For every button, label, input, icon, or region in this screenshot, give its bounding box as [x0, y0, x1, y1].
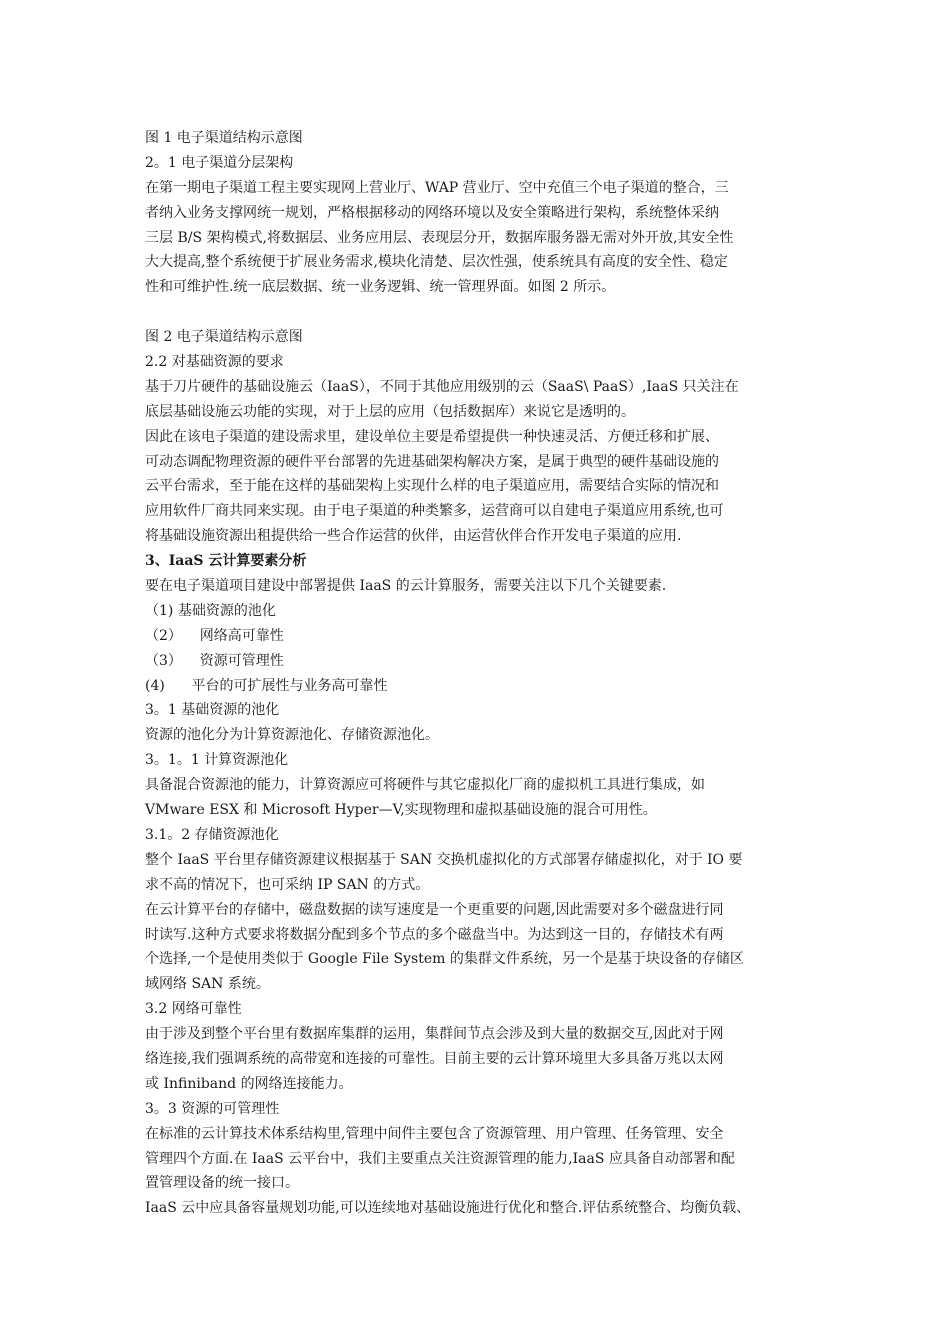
text-line: 底层基础设施云功能的实现，对于上层的应用（包括数据库）来说它是透明的。	[145, 403, 635, 420]
text-line: 求不高的情况下，也可采纳 IP SAN 的方式。	[145, 876, 430, 893]
section-3-1-1-paragraph	[145, 773, 825, 823]
text-line: 域网络 SAN 系统。	[145, 976, 270, 993]
section-3-3-paragraph-2	[145, 1196, 825, 1221]
section-2-2-paragraph-2	[145, 425, 825, 549]
text-line: IaaS 云中应具备容量规划功能,可以连续地对基础设施进行优化和整合.评估系统整合、均衡负载、	[145, 1200, 751, 1217]
text-line: 时读写.这种方式要求将数据分配到多个节点的多个磁盘当中。为达到这一目的，存储技术有两	[145, 926, 724, 943]
section-3-3-paragraph-1	[145, 1122, 825, 1197]
text-line: 在云计算平台的存储中，磁盘数据的读写速度是一个更重要的问题,因此需要对多个磁盘进行同	[145, 901, 724, 918]
text-line: 大大提高,整个系统便于扩展业务需求,模块化清楚、层次性强，使系统具有高度的安全性、稳定	[145, 254, 728, 271]
section-2-1-paragraph	[145, 176, 825, 300]
section-3-2-paragraph	[145, 1022, 825, 1097]
text-line: 基于刀片硬件的基础设施云（IaaS），不同于其他应用级别的云（SaaS\ PaaS）,IaaS 只关注在	[145, 378, 739, 395]
text-line: 在第一期电子渠道工程主要实现网上营业厅、WAP 营业厅、空中充值三个电子渠道的整合，三	[145, 179, 729, 196]
text-line: 三层 B/S 架构模式,将数据层、业务应用层、表现层分开，数据库服务器无需对外开放,其安全性	[145, 229, 734, 246]
section-3-heading: 3、IaaS 云计算要素分析	[145, 553, 307, 570]
section-3-1-heading: 3。1 基础资源的池化	[145, 702, 280, 719]
section-3-intro: 要在电子渠道项目建设中部署提供 IaaS 的云计算服务，需要关注以下几个关键要素.	[145, 578, 667, 595]
text-line: 云平台需求，至于能在这样的基础架构上实现什么样的电子渠道应用，需要结合实际的情况和	[145, 478, 719, 495]
text-line: 个选择,一个是使用类似于 Google File System 的集群文件系统，另一个是基于块设备的存储区	[145, 951, 744, 968]
text-line: VMware ESX 和 Microsoft Hyper—V,实现物理和虚拟基础设施的混合可用性。	[145, 802, 657, 819]
text-line: 管理四个方面.在 IaaS 云平台中，我们主要重点关注资源管理的能力,IaaS 应具备自动部署和配	[145, 1150, 735, 1167]
figure-1-caption: 图 1 电子渠道结构示意图	[145, 130, 303, 146]
section-2-2-heading: 2.2 对基础资源的要求	[145, 354, 284, 371]
spacer	[145, 300, 825, 325]
text-line: 性和可维护性.统一底层数据、统一业务逻辑、统一管理界面。如图 2 所示。	[145, 279, 616, 296]
list-item: （3） 资源可管理性	[145, 652, 284, 669]
section-3-1-2-paragraph-1	[145, 848, 825, 898]
text-line: 或 Infiniband 的网络连接能力。	[145, 1075, 353, 1092]
section-3-1-2-heading: 3.1。2 存储资源池化	[145, 826, 279, 843]
list-item: （2） 网络高可靠性	[145, 627, 284, 644]
text-line: 具备混合资源池的能力，计算资源应可将硬件与其它虚拟化厂商的虚拟机工具进行集成，如	[145, 777, 705, 794]
text-line: 可动态调配物理资源的硬件平台部署的先进基础架构解决方案，是属于典型的硬件基础设施的	[145, 453, 719, 470]
text-line: 将基础设施资源出租提供给一些合作运营的伙伴，由运营伙伴合作开发电子渠道的应用.	[145, 528, 682, 545]
section-3-1-2-paragraph-2	[145, 898, 825, 998]
text-line: 在标准的云计算技术体系结构里,管理中间件主要包含了资源管理、用户管理、任务管理、安全	[145, 1125, 724, 1142]
text-line: 者纳入业务支撑网统一规划，严格根据移动的网络环境以及安全策略进行架构，系统整体采纳	[145, 204, 719, 221]
section-3-1-1-heading: 3。1。1 计算资源池化	[145, 752, 289, 769]
document-body	[145, 126, 825, 1221]
section-3-1-paragraph: 资源的池化分为计算资源池化、存储资源池化。	[145, 727, 439, 744]
figure-2-caption: 图 2 电子渠道结构示意图	[145, 329, 303, 346]
text-line: 络连接,我们强调系统的高带宽和连接的可靠性。目前主要的云计算环境里大多具备万兆以太网	[145, 1050, 724, 1067]
section-2-1-heading: 2。1 电子渠道分层架构	[145, 154, 294, 171]
section-3-3-heading: 3。3 资源的可管理性	[145, 1100, 280, 1117]
text-line: 应用软件厂商共同来实现。由于电子渠道的种类繁多，运营商可以自建电子渠道应用系统,也可	[145, 503, 724, 520]
text-line: 因此在该电子渠道的建设需求里，建设单位主要是希望提供一种快速灵活、方便迁移和扩展、	[145, 428, 719, 445]
section-2-2-paragraph-1	[145, 375, 825, 425]
text-line: 置管理设备的统一接口。	[145, 1175, 299, 1192]
list-item: (4) 平台的可扩展性与业务高可靠性	[145, 677, 388, 694]
section-3-2-heading: 3.2 网络可靠性	[145, 1001, 242, 1018]
text-line: 整个 IaaS 平台里存储资源建议根据基于 SAN 交换机虚拟化的方式部署存储虚拟化，对于 IO 要	[145, 851, 743, 868]
section-3-key-elements-list	[145, 599, 825, 699]
list-item: （1) 基础资源的池化	[145, 602, 276, 619]
text-line: 由于涉及到整个平台里有数据库集群的运用，集群间节点会涉及到大量的数据交互,因此对于网	[145, 1026, 724, 1043]
